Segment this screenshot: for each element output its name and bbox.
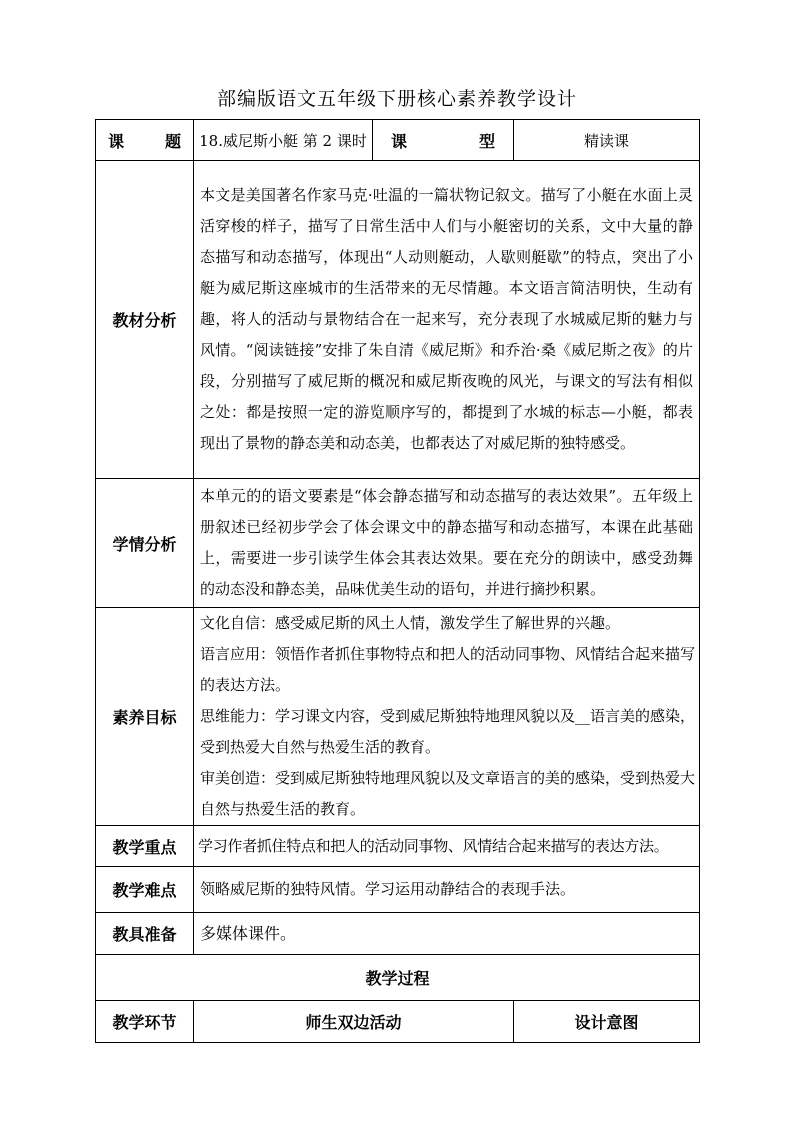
materials-label: 教具准备	[96, 913, 194, 955]
difficulties-text: 领略威尼斯的独特风情。学习运用动静结合的表现手法。	[200, 880, 576, 898]
material-analysis-label: 教材分析	[96, 161, 194, 479]
student-analysis-cell	[194, 479, 700, 608]
materials-row	[96, 913, 700, 955]
material-analysis-row	[96, 161, 700, 479]
type-label-b: 型	[478, 131, 495, 151]
col-stage-header: 教学环节	[96, 1001, 194, 1043]
type-label-a: 课	[391, 131, 408, 151]
materials-cell	[194, 913, 700, 955]
key-points-text: 学习作者抓住特点和把人的活动同事物、风情结合起来描写的表达方法。	[198, 836, 669, 855]
student-analysis-row	[96, 479, 700, 608]
materials-text: 多媒体课件。	[200, 924, 297, 943]
material-analysis-cell	[194, 161, 700, 479]
key-points-row	[96, 826, 700, 867]
col-intent-header: 设计意图	[514, 1001, 700, 1043]
header-row	[96, 120, 700, 161]
difficulties-row	[96, 867, 700, 913]
lesson-plan-table	[95, 119, 700, 1043]
goal-cultural: 文化自信：感受威尼斯的风土人情，激发学生了解世界的兴趣。	[200, 614, 621, 632]
literacy-goals-label: 素养目标	[96, 608, 194, 826]
difficulties-label: 教学难点	[96, 867, 194, 913]
lesson-label-cell	[96, 120, 194, 161]
material-analysis-text: 本文是美国著名作家马克·吐温的一篇状物记叙文。描写了小艇在水面上灵活穿梭的样子，描写了日常生活中人们与小艇密切的关系，文中大量的静态描写和动态描写，体现出“人动则艇动，人歇则艇歇”的特点，突出了小艇为威尼斯这座城市的生活带来的无尽情趣。本文语言简洁明快，生动有趣，将人的活动与景物结合在一起来写，充分表现了水城威尼斯的魅力与风情。“阅读链接”安排了朱自清《威尼斯》和乔治·桑《威尼斯之夜》的片段，分别描写了威尼斯的概况和威尼斯夜晚的风光，与课文的写法有相似之处：都是按照一定的游览顺序写的，都提到了水城的标志—小艇，都表现出了景物的静态美和动态美，也都表达了对威尼斯的独特感受。	[200, 186, 694, 452]
col-activity-header: 师生双边活动	[194, 1001, 514, 1043]
goal-aesthetic: 审美创造：受到威尼斯独特地理风貌以及文章语言的美的感染，受到热爱大自然与热爱生活的教育。	[200, 769, 696, 818]
process-heading-row	[96, 955, 700, 1001]
type-value: 精读课	[514, 120, 700, 161]
literacy-goals-row	[96, 608, 700, 826]
goal-language: 语言应用：领悟作者抓住事物特点和把人的活动同事物、风情结合起来描写的表达方法。	[200, 645, 696, 694]
process-columns-row	[96, 1001, 700, 1043]
lesson-label-a: 课	[108, 131, 125, 151]
type-label-cell	[373, 120, 514, 161]
lesson-label-b: 题	[164, 131, 181, 151]
literacy-goals-cell	[194, 608, 700, 826]
key-points-label: 教学重点	[96, 826, 194, 867]
document-title: 部编版语文五年级下册核心素养教学设计	[216, 88, 577, 110]
key-points-cell	[194, 826, 700, 867]
process-heading: 教学过程	[96, 955, 700, 1001]
goal-thinking: 思维能力：学习课文内容，受到威尼斯独特地理风貌以及__语言美的感染，受到热爱大自然与热爱生活的教育。	[200, 707, 696, 756]
difficulties-cell	[194, 867, 700, 913]
student-analysis-text: 本单元的的语文要素是“体会静态描写和动态描写的表达效果”。五年级上册叙述已经初步学会了体会课文中的静态描写和动态描写，本课在此基础上，需要进一步引读学生体会其表达效果。要在充分的朗读中，感受劲舞的动态没和静态美，品味优美生动的语句，并进行摘抄积累。	[200, 487, 694, 598]
lesson-value: 18.威尼斯小艇 第 2 课时	[194, 120, 373, 161]
student-analysis-label: 学情分析	[96, 479, 194, 608]
